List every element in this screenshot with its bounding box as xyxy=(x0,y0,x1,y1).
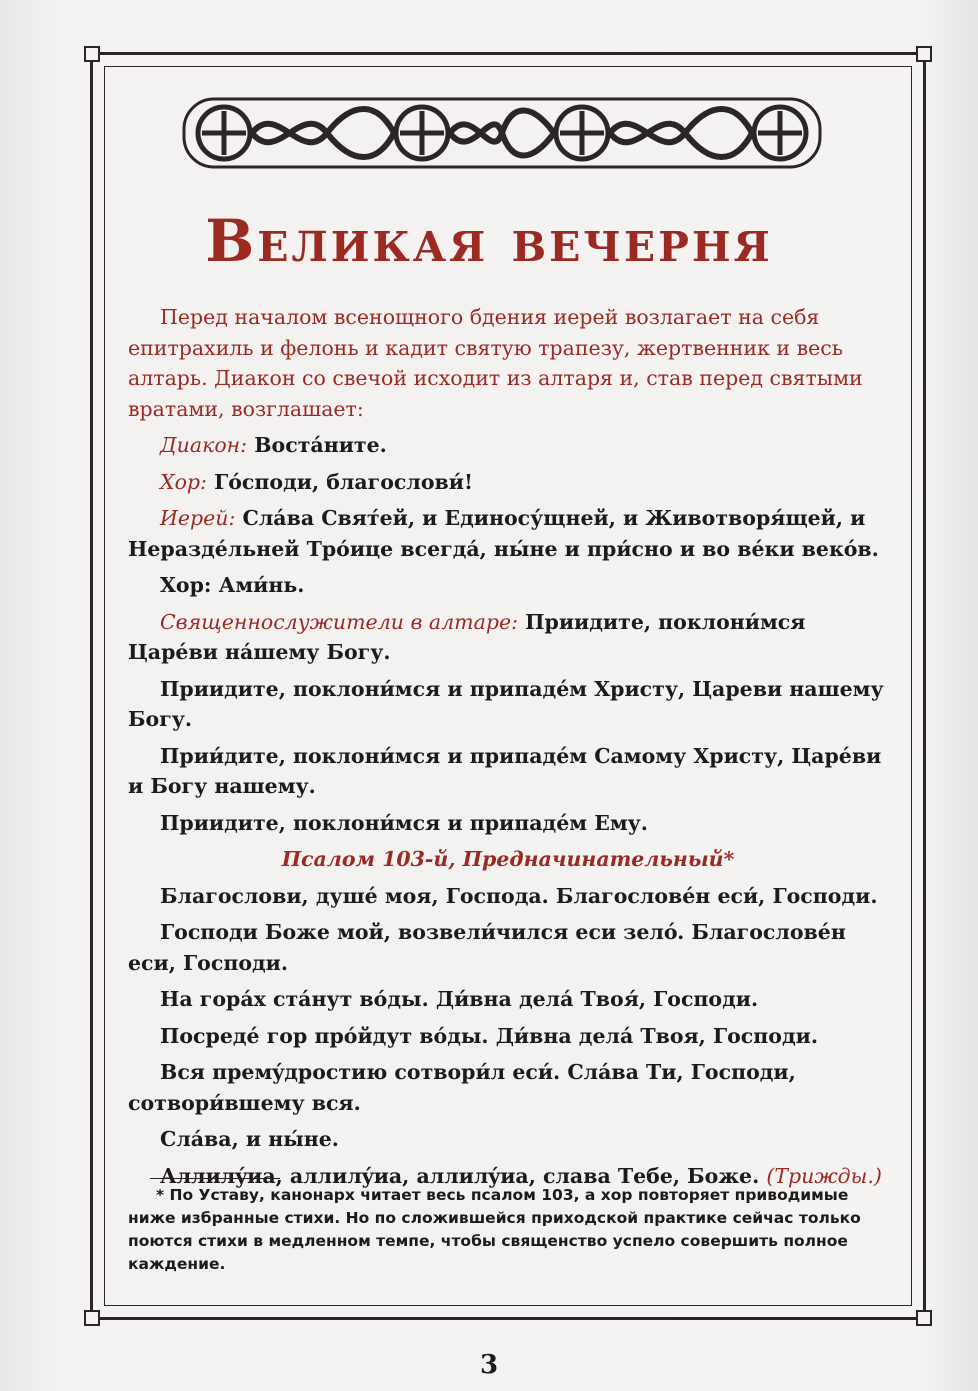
verse: Прии́дите, поклони́мся и припадéм Самому Христу, Царéви и Богу нашему. xyxy=(128,743,882,798)
line-priest xyxy=(128,503,888,564)
psalm-verse: Благослови, душé моя, Господа. Благословéн еси́, Господи. xyxy=(160,883,878,908)
repeat-rubric: (Трижды.) xyxy=(766,1163,882,1188)
speaker-label: Диакон: xyxy=(160,433,248,457)
line-text: Сла́ва Свят́ей, и Единосу́щней, и Животворя́щей, и Нераздéльней Тро́ице всегда́, ны́не и при́сно и во вéки векóв. xyxy=(128,506,879,561)
corner-ornament xyxy=(84,46,100,62)
speaker-label: Иерей: xyxy=(160,506,236,530)
line-choir-amen: Хор: Ами́нь. xyxy=(160,573,305,597)
line-deacon xyxy=(128,430,888,461)
corner-ornament xyxy=(916,1310,932,1326)
footnote: * По Уставу, канонарх читает весь псалом 103, а хор повторяет приводимые ниже избранные стихи. Но по сложившейся приходской практике сейчас только поются стихи в медленном темпе, чтобы священство успело совершить полное каждение. xyxy=(128,1186,861,1273)
line-text: Го́споди, благослови́! xyxy=(214,469,473,494)
speaker-label: Священнослужители в алтаре: xyxy=(160,609,519,634)
corner-ornament xyxy=(84,1310,100,1326)
line-text: Аллилýиа, аллилýиа, аллилýиа, слава Тебе, Боже. xyxy=(160,1163,760,1188)
verse: Приидите, поклони́мся и припадéм Ему. xyxy=(160,810,648,835)
psalm-verse: Вся премýдростию сотвори́л еси́. Сла́ва Ти, Господи, сотвори́вшему вся. xyxy=(128,1060,796,1115)
text-body xyxy=(128,302,888,1197)
psalm-verse: На гора́х ста́нут во́ды. Ди́вна дела́ Твоя́, Господи. xyxy=(160,987,759,1011)
line-text: Приидите, поклони́мся Царéви на́шему Богу. xyxy=(128,609,806,664)
line-choir xyxy=(128,467,888,498)
psalm-verse: Господи Боже мой, возвели́чился еси зелó. Благословéн еси, Господи. xyxy=(128,920,846,975)
line-text: Воста́ните. xyxy=(254,433,387,457)
page-title: Великая вечерня xyxy=(205,207,773,275)
speaker-label: Хор: xyxy=(160,469,207,494)
corner-ornament xyxy=(916,46,932,62)
psalm-verse: Посредé гор про́йдут во́ды. Ди́вна дела́ Твоя, Господи. xyxy=(160,1023,818,1048)
decorative-headpiece-icon xyxy=(182,93,822,173)
page-number: 3 xyxy=(479,1350,499,1380)
psalm-heading: Псалом 103-й, Предначинательный* xyxy=(281,847,735,871)
psalm-verse: Сла́ва, и ны́не. xyxy=(160,1127,339,1151)
footnote-divider xyxy=(150,1178,280,1179)
line-clergy xyxy=(128,607,888,668)
intro-rubric: Перед началом всенощного бдения иерей возлагает на себя епитрахиль и фелонь и кадит святую трапезу, жертвенник и весь алтарь. Диакон со свечой исходит из алтаря и, став перед святыми вратами, возглашает: xyxy=(128,305,863,421)
verse: Приидите, поклони́мся и припадéм Христу, Цареви нашему Богу. xyxy=(128,676,884,731)
